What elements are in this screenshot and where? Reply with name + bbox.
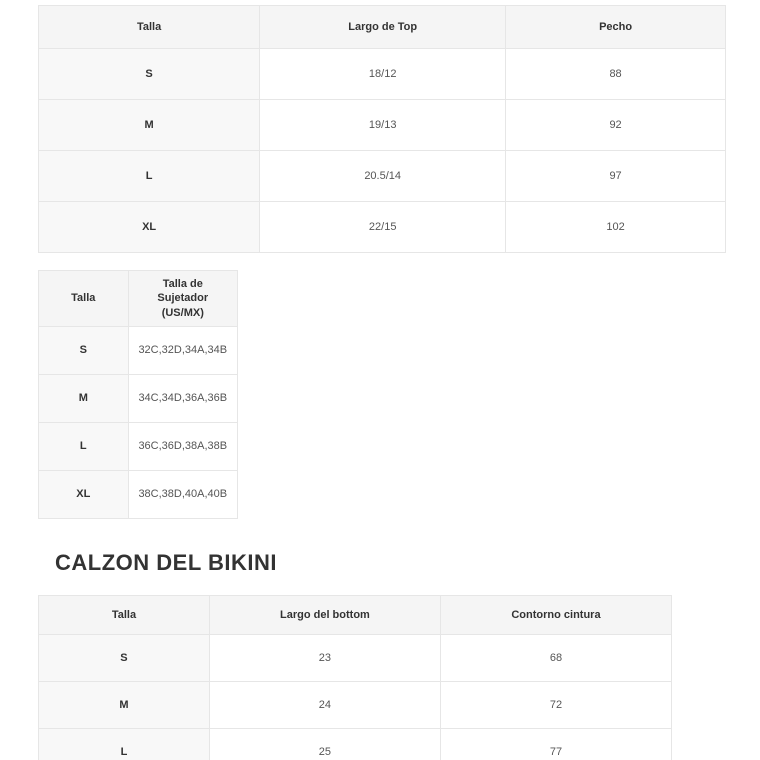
value-cell: 38C,38D,40A,40B bbox=[128, 471, 237, 519]
size-label-cell: S bbox=[39, 49, 260, 100]
value-cell: 92 bbox=[506, 100, 726, 151]
header-cell-contorno-cintura: Contorno cintura bbox=[440, 596, 671, 635]
bra-size-table bbox=[38, 270, 238, 519]
value-cell: 34C,34D,36A,36B bbox=[128, 375, 237, 423]
size-label-cell: S bbox=[39, 635, 210, 682]
value-cell: 88 bbox=[506, 49, 726, 100]
size-label-cell: L bbox=[39, 423, 129, 471]
value-cell: 32C,32D,34A,34B bbox=[128, 327, 237, 375]
size-label-cell: XL bbox=[39, 202, 260, 253]
header-cell-largo-de-top: Largo de Top bbox=[260, 6, 506, 49]
value-cell: 36C,36D,38A,38B bbox=[128, 423, 237, 471]
value-cell: 25 bbox=[209, 729, 440, 760]
size-label-cell: M bbox=[39, 375, 129, 423]
size-label-cell: L bbox=[39, 151, 260, 202]
table-row bbox=[39, 375, 238, 423]
table-row bbox=[39, 202, 726, 253]
table-header-row bbox=[39, 596, 672, 635]
header-cell-largo-del-bottom: Largo del bottom bbox=[209, 596, 440, 635]
header-cell-pecho: Pecho bbox=[506, 6, 726, 49]
table-row bbox=[39, 729, 672, 760]
table-row bbox=[39, 682, 672, 729]
table-row bbox=[39, 423, 238, 471]
value-cell: 18/12 bbox=[260, 49, 506, 100]
value-cell: 24 bbox=[209, 682, 440, 729]
value-cell: 102 bbox=[506, 202, 726, 253]
header-cell-talla-sujetador: Talla de Sujetador (US/MX) bbox=[128, 271, 237, 327]
table-row bbox=[39, 471, 238, 519]
value-cell: 77 bbox=[440, 729, 671, 760]
size-label-cell: L bbox=[39, 729, 210, 760]
size-label-cell: S bbox=[39, 327, 129, 375]
table-row bbox=[39, 100, 726, 151]
size-label-cell: M bbox=[39, 100, 260, 151]
table-row bbox=[39, 327, 238, 375]
bikini-bottom-heading: CALZON DEL BIKINI bbox=[55, 550, 277, 575]
header-cell-talla: Talla bbox=[39, 596, 210, 635]
size-label-cell: M bbox=[39, 682, 210, 729]
value-cell: 68 bbox=[440, 635, 671, 682]
bikini-top-size-table bbox=[38, 5, 726, 253]
table-row bbox=[39, 635, 672, 682]
bikini-bottom-size-table bbox=[38, 595, 672, 760]
value-cell: 97 bbox=[506, 151, 726, 202]
table-row bbox=[39, 49, 726, 100]
table-header-row bbox=[39, 271, 238, 327]
size-label-cell: XL bbox=[39, 471, 129, 519]
value-cell: 22/15 bbox=[260, 202, 506, 253]
value-cell: 19/13 bbox=[260, 100, 506, 151]
value-cell: 23 bbox=[209, 635, 440, 682]
table-header-row bbox=[39, 6, 726, 49]
value-cell: 20.5/14 bbox=[260, 151, 506, 202]
value-cell: 72 bbox=[440, 682, 671, 729]
header-cell-talla: Talla bbox=[39, 6, 260, 49]
table-row bbox=[39, 151, 726, 202]
header-cell-talla: Talla bbox=[39, 271, 129, 327]
